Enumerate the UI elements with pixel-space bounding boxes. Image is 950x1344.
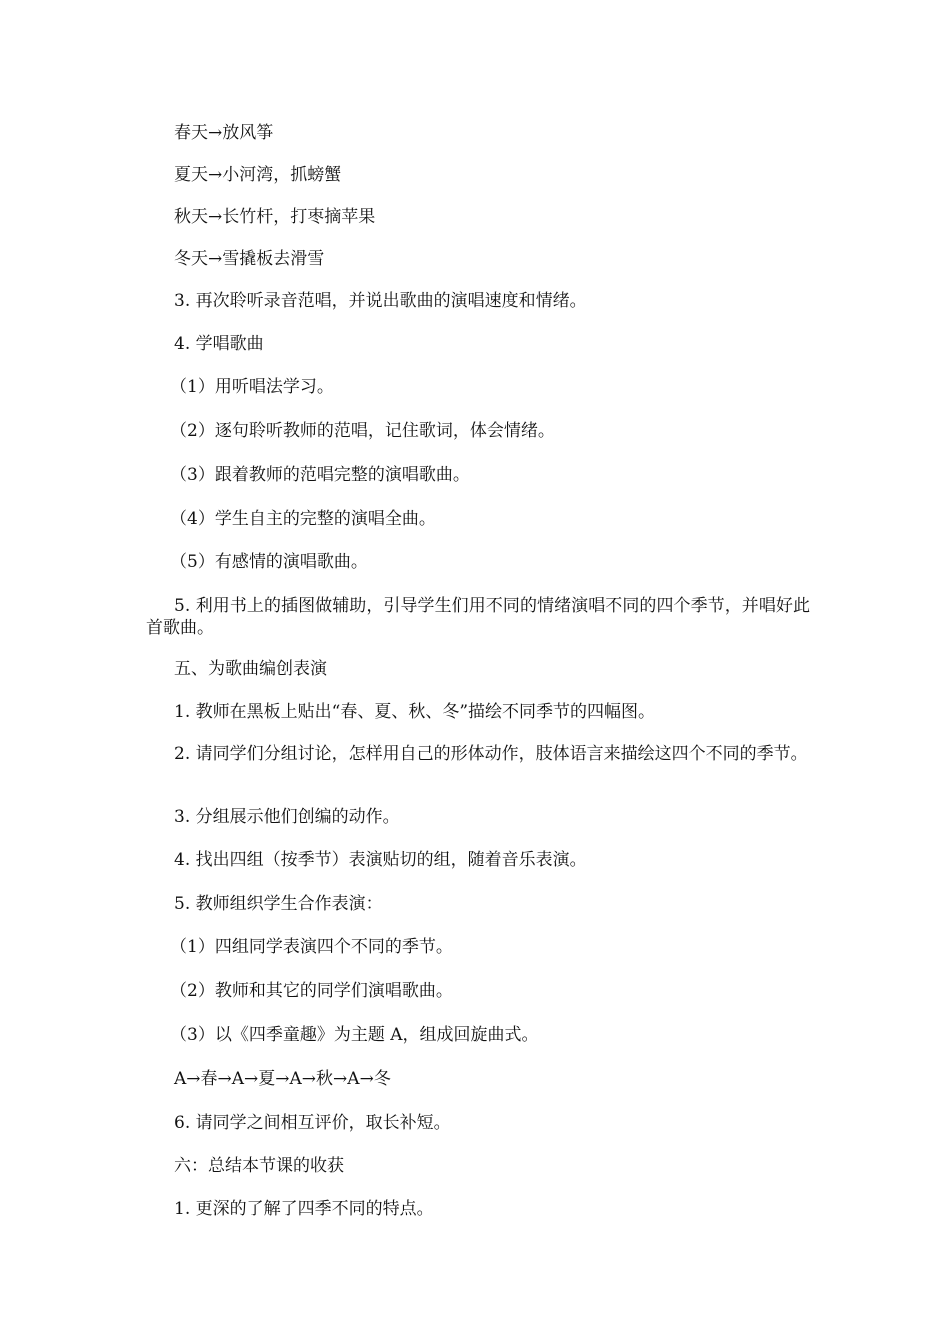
paragraph-substep-1: （1）用听唱法学习。 — [170, 377, 334, 397]
paragraph-five-5-1: （1）四组同学表演四个不同的季节。 — [170, 937, 453, 957]
paragraph-autumn: 秋天→长竹杆，打枣摘苹果 — [174, 207, 376, 227]
paragraph-step-5: 5. 利用书上的插图做辅助，引导学生们用不同的情绪演唱不同的四个季节，并唱好此首歌曲。 — [146, 596, 810, 638]
paragraph-six-1: 1. 更深的了解了四季不同的特点。 — [174, 1199, 434, 1219]
section-five-heading: 五、为歌曲编创表演 — [174, 659, 327, 679]
paragraph-spring: 春天→放风筝 — [174, 123, 274, 143]
paragraph-substep-2: （2）逐句聆听教师的范唱，记住歌词，体会情绪。 — [170, 421, 555, 441]
paragraph-substep-5: （5）有感情的演唱歌曲。 — [170, 552, 368, 572]
paragraph-five-4: 4. 找出四组（按季节）表演贴切的组，随着音乐表演。 — [174, 850, 587, 870]
paragraph-substep-3: （3）跟着教师的范唱完整的演唱歌曲。 — [170, 465, 470, 485]
paragraph-step-3: 3. 再次聆听录音范唱，并说出歌曲的演唱速度和情绪。 — [174, 291, 587, 311]
paragraph-substep-4: （4）学生自主的完整的演唱全曲。 — [170, 509, 436, 529]
paragraph-summer: 夏天→小河湾，抓螃蟹 — [174, 165, 342, 185]
paragraph-five-6: 6. 请同学之间相互评价，取长补短。 — [174, 1113, 451, 1133]
paragraph-five-1: 1. 教师在黑板上贴出“春、夏、秋、冬”描绘不同季节的四幅图。 — [174, 702, 656, 722]
paragraph-step-4: 4. 学唱歌曲 — [174, 334, 264, 354]
paragraph-winter: 冬天→雪撬板去滑雪 — [174, 249, 325, 269]
paragraph-five-5-2: （2）教师和其它的同学们演唱歌曲。 — [170, 981, 453, 1001]
rondo-form-sequence: A→春→A→夏→A→秋→A→冬 — [174, 1069, 391, 1089]
paragraph-five-3: 3. 分组展示他们创编的动作。 — [174, 807, 400, 827]
section-six-heading: 六：总结本节课的收获 — [174, 1156, 344, 1176]
paragraph-five-5-3: （3）以《四季童趣》为主题 A，组成回旋曲式。 — [170, 1025, 539, 1045]
paragraph-five-2: 2. 请同学们分组讨论，怎样用自己的形体动作，肢体语言来描绘这四个不同的季节。 — [174, 744, 808, 764]
paragraph-five-5: 5. 教师组织学生合作表演： — [174, 894, 383, 914]
